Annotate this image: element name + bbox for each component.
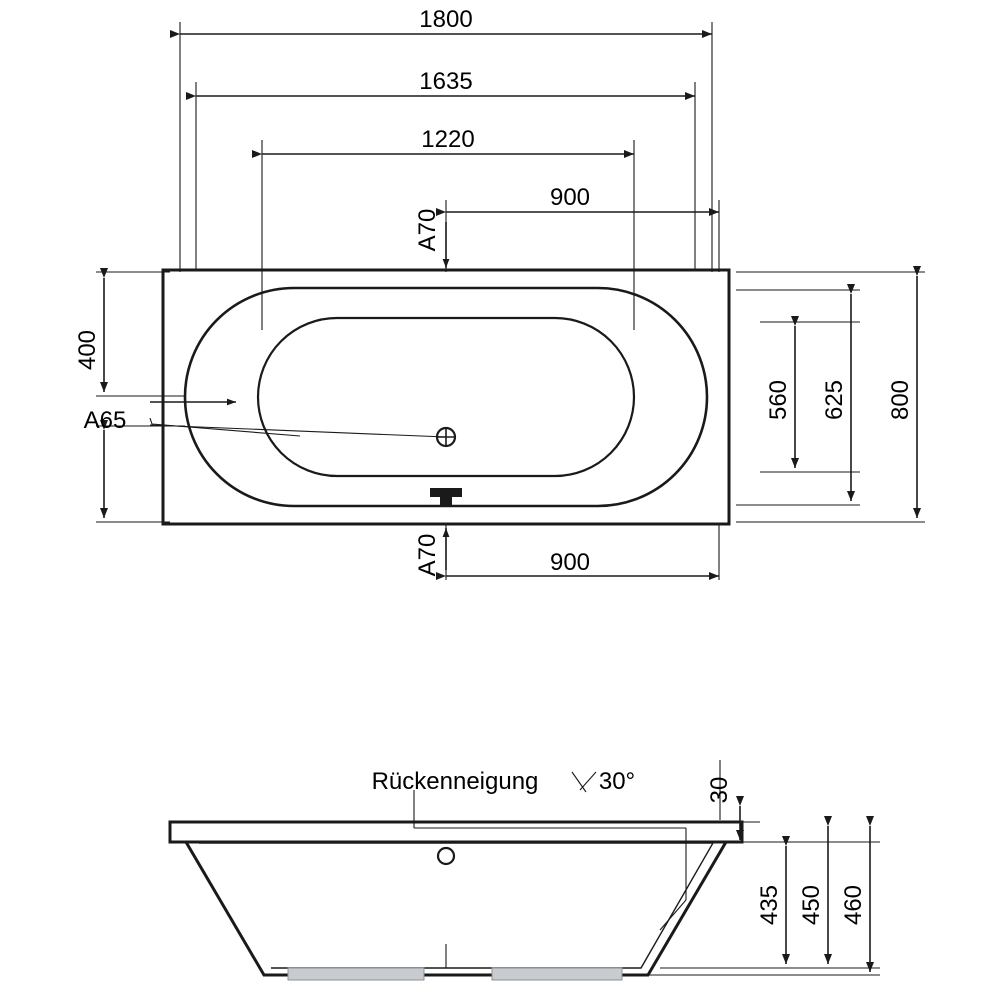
dim-30-label: 30 [706,776,733,804]
tub-inner-rim [185,288,707,506]
backrest-label: Rückenneigung [371,768,539,795]
dim-900-top-label: 900 [549,184,591,211]
overflow-fitting [430,488,462,497]
dim-800-label: 800 [887,379,914,421]
dim-625-label: 625 [821,379,848,421]
extension-lines-plan [96,22,925,580]
dim-450-label: 450 [798,884,825,926]
drain-leader [150,425,446,437]
angle-label: 30° [598,768,636,795]
dim-a70-top-label: A70 [414,208,441,252]
dim-400-label: 400 [74,329,101,371]
tub-body-section [186,842,726,975]
dim-560-label: 560 [765,379,792,421]
section-view-group [170,760,880,980]
a65-leader [150,418,300,436]
tub-rim-section [170,822,742,842]
plan-view-group [74,6,925,580]
support-foot-left [288,968,424,980]
dim-1220-label: 1220 [421,126,475,153]
dim-1635-label: 1635 [419,68,473,95]
dim-a65-label: A65 [83,407,127,434]
dim-460-label: 460 [840,884,867,926]
dim-a70-bottom-label: A70 [414,533,441,577]
tub-outline-plan [163,270,729,524]
overflow-stem [440,497,452,505]
dim-435-label: 435 [756,884,783,926]
dim-900-bottom-label: 900 [549,549,591,576]
dimension-lines-plan [104,34,917,576]
tub-basin [258,318,634,476]
dim-1800-label: 1800 [419,6,473,33]
support-foot-right [492,968,622,980]
